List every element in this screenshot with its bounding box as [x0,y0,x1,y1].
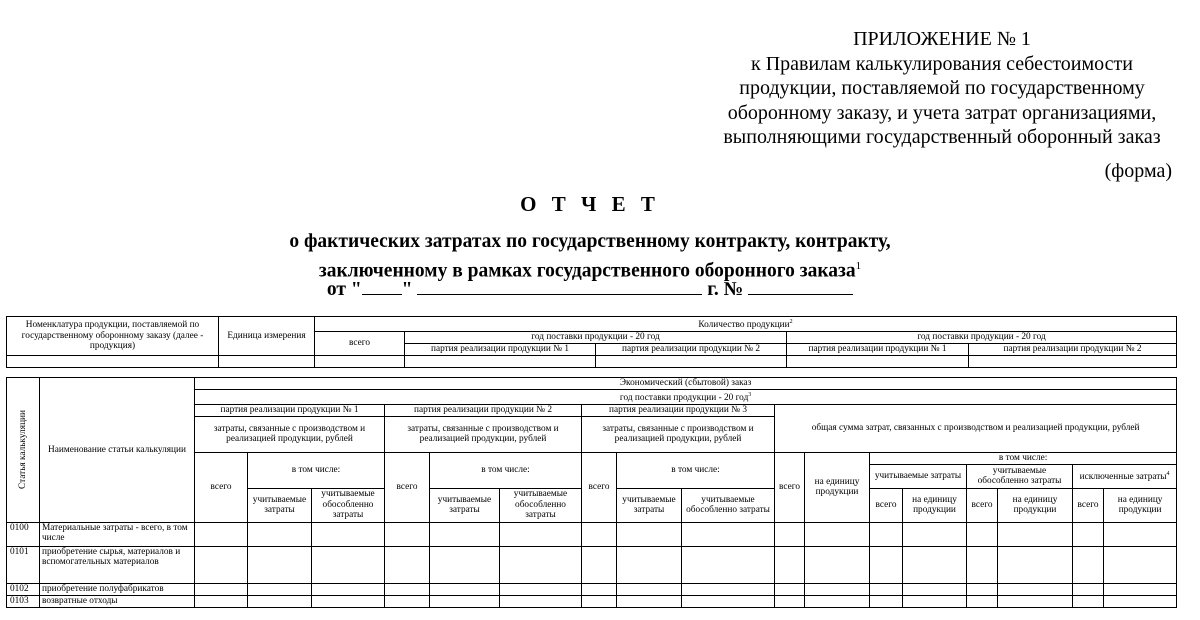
unit-header: Единица измерения [219,317,315,356]
excluded-header: исключенные затраты$^4$ [1073,464,1177,488]
separately-header: учитываемые обособленно затраты [312,488,385,522]
row-code: 0103 [7,595,40,607]
including-header: в том числе: [430,452,582,488]
total-header: всего [775,452,805,522]
quantity-header: Количество продукции$^2$ [315,317,1177,332]
row-code: 0100 [7,522,40,546]
separately-header: учитываемые обособленно затраты [500,488,582,522]
footnote-mark: 1 [855,260,862,272]
table-row [7,595,1177,607]
table-row [7,355,1177,367]
appendix-line: продукции, поставляемой по государственному [739,77,1145,99]
costs-table [6,377,1177,608]
appendix-line: оборонному заказу, и учета затрат организациями, [727,101,1157,124]
total-sum-header: общая сумма затрат, связанных с производством и реализацией продукции, рублей [775,404,1177,452]
batch-header: партия реализации продукции № 1 [787,343,969,355]
appendix-line: к Правилам калькулирования себестоимости [751,52,1133,75]
article-header: Статья калькуляции [7,378,40,523]
quantity-table [6,316,1177,368]
year-header: год поставки продукции - 20 год [405,331,787,343]
row-name: возвратные отходы [40,595,195,607]
table-row [7,522,1177,546]
number-blank[interactable] [748,276,853,295]
year-header: год поставки продукции - 20 год [787,331,1177,343]
row-name: приобретение сырья, материалов и вспомогательных материалов [40,546,195,583]
name-header: Наименование статьи калькуляции [40,378,195,523]
order-header: Экономический (сбытовой) заказ [195,378,1177,390]
row-code: 0102 [7,583,40,595]
separately-header: учитываемые обособленно затраты [967,464,1073,488]
accounted-header: учитываемые затраты [430,488,500,522]
appendix-header [712,27,1172,150]
row-name: Материальные затраты - всего, в том числе [40,522,195,546]
separately-header: учитываемые обособленно затраты [682,488,775,522]
table-row [7,546,1177,583]
batch-header: партия реализации продукции № 2 [969,343,1177,355]
date-line: от " " г. № [0,276,1180,301]
including-header: в том числе: [248,452,385,488]
batch-header: партия реализации продукции № 2 [385,404,582,416]
including-header: в том числе: [870,452,1177,464]
per-unit-header: на единицу продукции [805,452,870,522]
row-name: приобретение полуфабрикатов [40,583,195,595]
costs-header: затраты, связанные с производством и реализацией продукции, рублей [385,416,582,452]
per-unit-header: на единицу продукции [998,488,1073,522]
costs-header: затраты, связанные с производством и реализацией продукции, рублей [195,416,385,452]
form-label: (форма) [1104,160,1172,182]
total-header: всего [582,452,617,522]
appendix-line: выполняющими государственный оборонный заказ [723,126,1161,148]
accounted-header: учитываемые затраты [870,464,967,488]
total-header: всего [315,331,405,355]
total-header: всего [385,452,430,522]
batch-header: партия реализации продукции № 1 [195,404,385,416]
day-blank[interactable] [362,276,402,295]
subtitle-line: заключенному в рамках государственного оборонного заказа$^1$ [318,260,862,282]
table-row [7,583,1177,595]
total-header: всего [195,452,248,522]
row-code: 0101 [7,546,40,583]
total-header: всего [1073,488,1104,522]
accounted-header: учитываемые затраты [617,488,682,522]
year-header: год поставки продукции - 20 год$^3$ [195,390,1177,405]
per-unit-header: на единицу продукции [903,488,967,522]
batch-header: партия реализации продукции № 3 [582,404,775,416]
subtitle-line: о фактических затратах по государственному контракту, контракту, [289,231,891,252]
month-year-blank[interactable] [417,276,702,295]
including-header: в том числе: [617,452,775,488]
batch-header: партия реализации продукции № 1 [405,343,596,355]
batch-header: партия реализации продукции № 2 [596,343,787,355]
document-title: О Т Ч Е Т [520,192,660,216]
accounted-header: учитываемые затраты [248,488,312,522]
per-unit-header: на единицу продукции [1104,488,1177,522]
appendix-number: ПРИЛОЖЕНИЕ № 1 [853,28,1031,50]
nomenclature-header: Номенклатура продукции, поставляемой по государственному оборонному заказу (далее - продукция) [7,317,219,356]
total-header: всего [870,488,903,522]
costs-header: затраты, связанные с производством и реализацией продукции, рублей [582,416,775,452]
total-header: всего [967,488,998,522]
